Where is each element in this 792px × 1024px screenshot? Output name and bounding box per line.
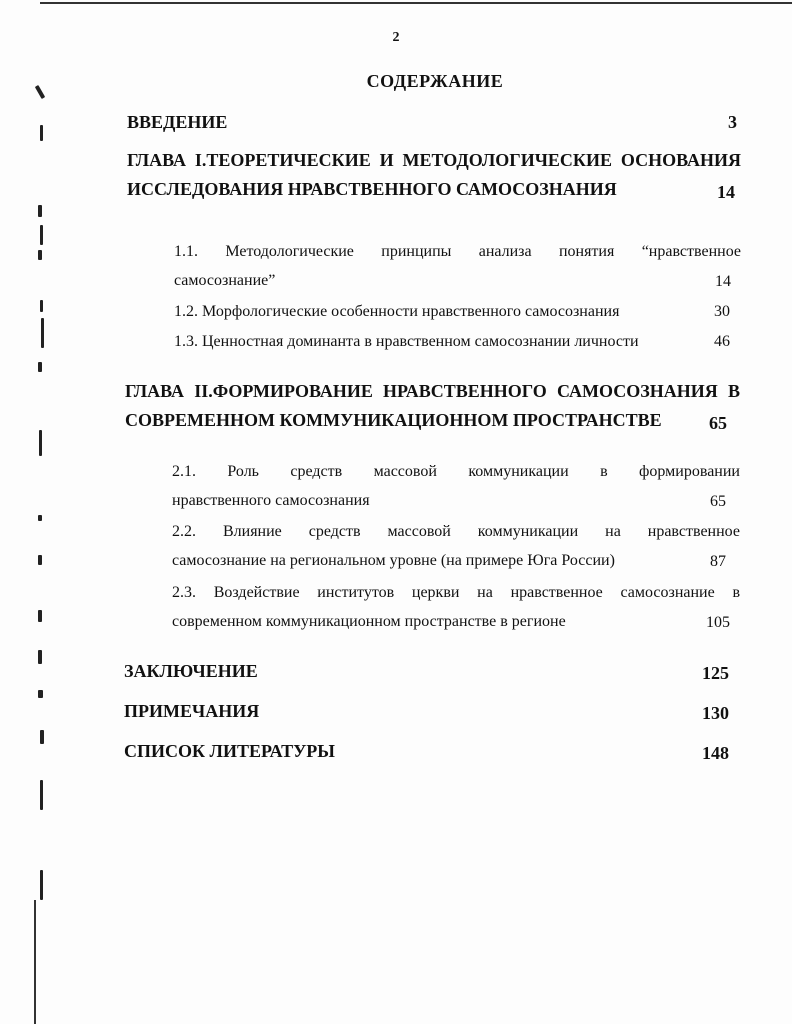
toc-entry-2-3[interactable] (172, 584, 740, 634)
scan-speck (38, 205, 42, 217)
scan-speck (38, 362, 42, 372)
scan-speck (40, 730, 44, 744)
toc-section-line-2: современном коммуникационном пространстве в регионе (172, 613, 566, 630)
toc-section-text: 1.2. Морфологические особенности нравственного самосознания (174, 303, 620, 320)
toc-heading-line-1: ГЛАВА I.ТЕОРЕТИЧЕСКИЕ И МЕТОДОЛОГИЧЕСКИЕ ОСНОВАНИЯ (127, 150, 741, 170)
toc-entry-1-3[interactable] (174, 333, 730, 355)
scan-speck (38, 610, 42, 622)
toc-page: 125 (702, 663, 729, 683)
scan-left-edge (34, 900, 36, 1024)
toc-section-line-1: 2.2. Влияние средств массовой коммуникации на нравственное (172, 523, 740, 540)
toc-entry-chapter-1[interactable] (127, 150, 741, 210)
toc-page: 105 (706, 614, 730, 631)
toc-page: 148 (702, 743, 729, 763)
toc-section-text: 1.3. Ценностная доминанта в нравственном самосознании личности (174, 333, 639, 350)
toc-section-line-1: 2.3. Воздействие институтов церкви на нравственное самосознание в (172, 584, 740, 601)
toc-page: 3 (728, 112, 737, 132)
toc-label: ВВЕДЕНИЕ (127, 112, 228, 132)
scan-speck (38, 555, 42, 565)
scan-speck (38, 515, 42, 521)
scan-speck (40, 870, 43, 900)
toc-page: 14 (717, 182, 735, 202)
scan-speck (40, 225, 43, 245)
toc-page: 130 (702, 703, 729, 723)
scan-speck (40, 780, 43, 810)
toc-section-line-2: самосознание на региональном уровне (на примере Юга России) (172, 552, 615, 569)
toc-page: 65 (709, 413, 727, 433)
toc-entry-bibliography[interactable] (124, 741, 729, 765)
toc-label: СПИСОК ЛИТЕРАТУРЫ (124, 741, 335, 761)
toc-page: 87 (710, 553, 726, 570)
toc-section-line-2: самосознание” (174, 272, 276, 289)
toc-page: 65 (710, 493, 726, 510)
scan-speck (38, 690, 43, 698)
toc-section-line-1: 2.1. Роль средств массовой коммуникации в формировании (172, 463, 740, 480)
toc-page: 14 (715, 273, 731, 290)
toc-section-line-2: нравственного самосознания (172, 492, 370, 509)
scan-speck (41, 318, 44, 348)
toc-heading-line-2: СОВРЕМЕННОМ КОММУНИКАЦИОННОМ ПРОСТРАНСТВЕ (125, 410, 662, 430)
toc-page: 46 (714, 333, 730, 350)
scan-top-border (40, 2, 792, 4)
scan-speck (38, 250, 42, 260)
toc-entry-chapter-2[interactable] (125, 381, 740, 441)
page-title: СОДЕРЖАНИЕ (366, 71, 504, 91)
toc-entry-2-1[interactable] (172, 463, 740, 513)
toc-label: ПРИМЕЧАНИЯ (124, 701, 260, 721)
scan-speck (40, 300, 43, 312)
toc-entry-notes[interactable] (124, 701, 729, 725)
scan-speck (40, 125, 43, 141)
toc-label: ЗАКЛЮЧЕНИЕ (124, 661, 258, 681)
toc-entry-conclusion[interactable] (124, 661, 729, 685)
toc-heading-line-1: ГЛАВА II.ФОРМИРОВАНИЕ НРАВСТВЕННОГО САМОСОЗНАНИЯ В (125, 381, 740, 401)
page-number: 2 (392, 30, 400, 45)
scan-speck (39, 430, 42, 456)
toc-section-line-1: 1.1. Методологические принципы анализа понятия “нравственное (174, 243, 741, 260)
scan-speck (38, 650, 42, 664)
toc-page: 30 (714, 303, 730, 320)
toc-entry-2-2[interactable] (172, 523, 740, 573)
toc-heading-line-2: ИССЛЕДОВАНИЯ НРАВСТВЕННОГО САМОСОЗНАНИЯ (127, 179, 617, 199)
toc-entry-1-2[interactable] (174, 303, 730, 325)
toc-entry-introduction[interactable] (127, 112, 737, 136)
toc-entry-1-1[interactable] (174, 243, 741, 293)
